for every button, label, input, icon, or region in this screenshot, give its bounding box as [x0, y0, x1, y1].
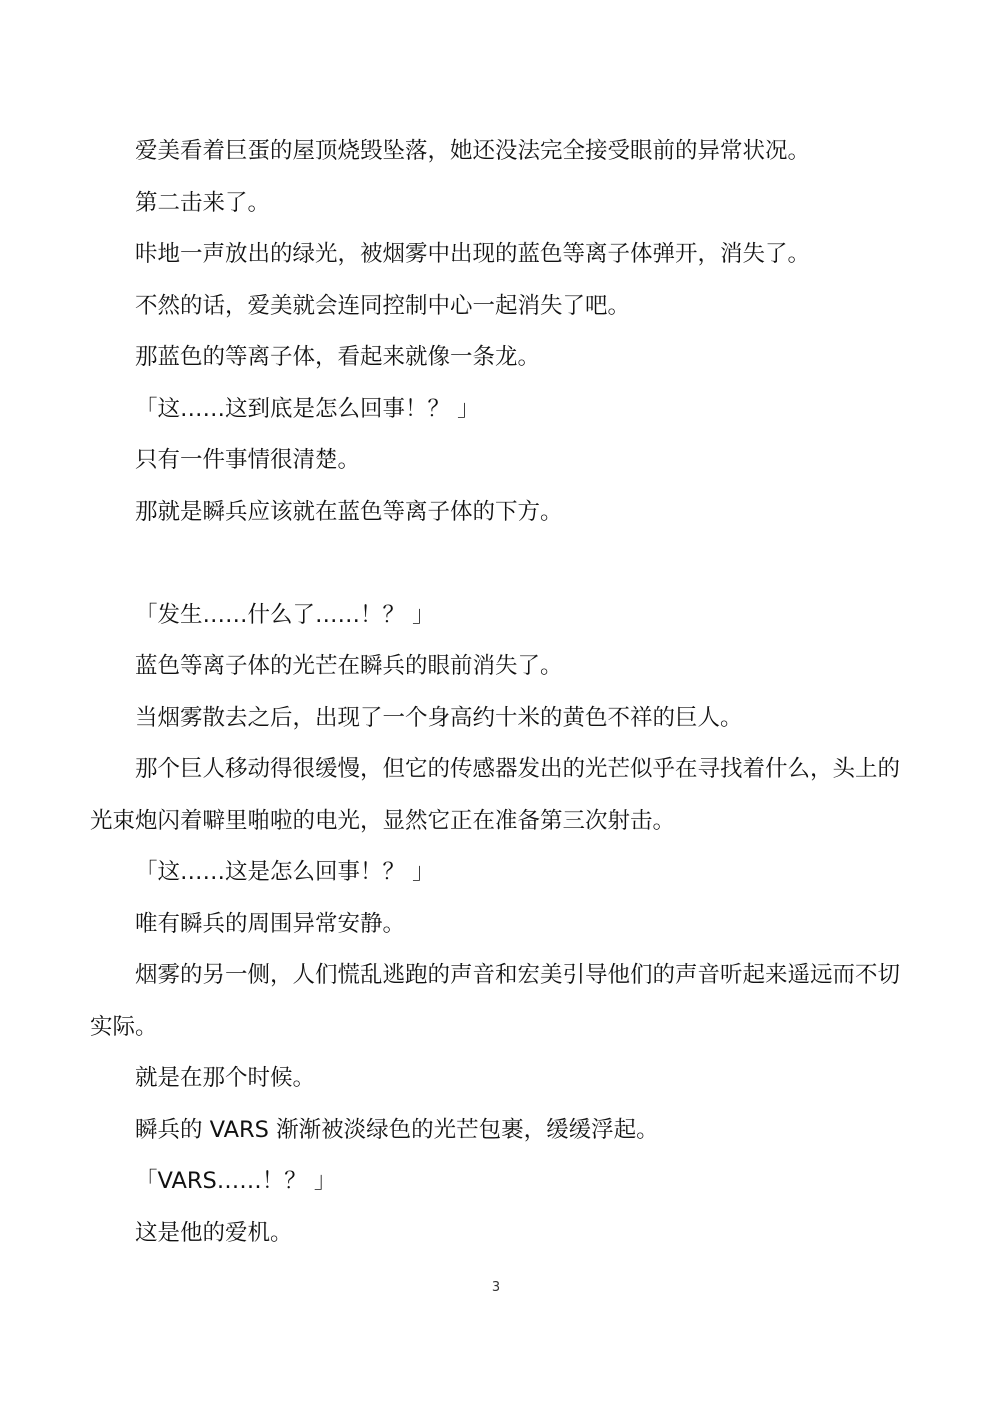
- paragraph: 那就是瞬兵应该就在蓝色等离子体的下方。: [135, 498, 563, 525]
- paragraph: 只有一件事情很清楚。: [135, 447, 361, 473]
- paragraph: 那个巨人移动得很缓慢，但它的传感器发出的光芒似乎在寻找着什么，头上的光束炮闪着噼里啪啦的电光，显然它正在准备第三次射击。: [90, 756, 901, 834]
- paragraph: 「这……这到底是怎么回事！？ 」: [135, 395, 480, 422]
- page-number: 3: [491, 1280, 501, 1295]
- paragraph: 当烟雾散去之后，出现了一个身高约十米的黄色不祥的巨人。: [135, 704, 743, 731]
- paragraph: 咔地一声放出的绿光，被烟雾中出现的蓝色等离子体弹开，消失了。: [135, 241, 811, 267]
- document-body: [90, 126, 906, 1259]
- paragraph: 那蓝色的等离子体，看起来就像一条龙。: [135, 344, 541, 370]
- paragraph: 瞬兵的 VARS 渐渐被淡绿色的光芒包裹，缓缓浮起。: [135, 1116, 659, 1143]
- paragraph: 「VARS……！？ 」: [135, 1168, 337, 1194]
- paragraph: 蓝色等离子体的光芒在瞬兵的眼前消失了。: [135, 653, 563, 679]
- paragraph: 唯有瞬兵的周围异常安静。: [135, 910, 406, 937]
- paragraph: 第二击来了。: [135, 189, 271, 216]
- paragraph: 不然的话，爱美就会连同控制中心一起消失了吧。: [135, 292, 631, 319]
- paragraph: 「这……这是怎么回事！？ 」: [135, 859, 435, 885]
- paragraph: 这是他的爱机。: [135, 1219, 293, 1246]
- scene-break: [90, 538, 906, 590]
- paragraph: 「发生……什么了……！？ 」: [135, 601, 435, 628]
- paragraph: 烟雾的另一侧，人们慌乱逃跑的声音和宏美引导他们的声音听起来遥远而不切实际。: [90, 962, 901, 1040]
- paragraph: 就是在那个时候。: [135, 1065, 316, 1091]
- paragraph: 爱美看着巨蛋的屋顶烧毁坠落，她还没法完全接受眼前的异常状况。: [135, 138, 811, 164]
